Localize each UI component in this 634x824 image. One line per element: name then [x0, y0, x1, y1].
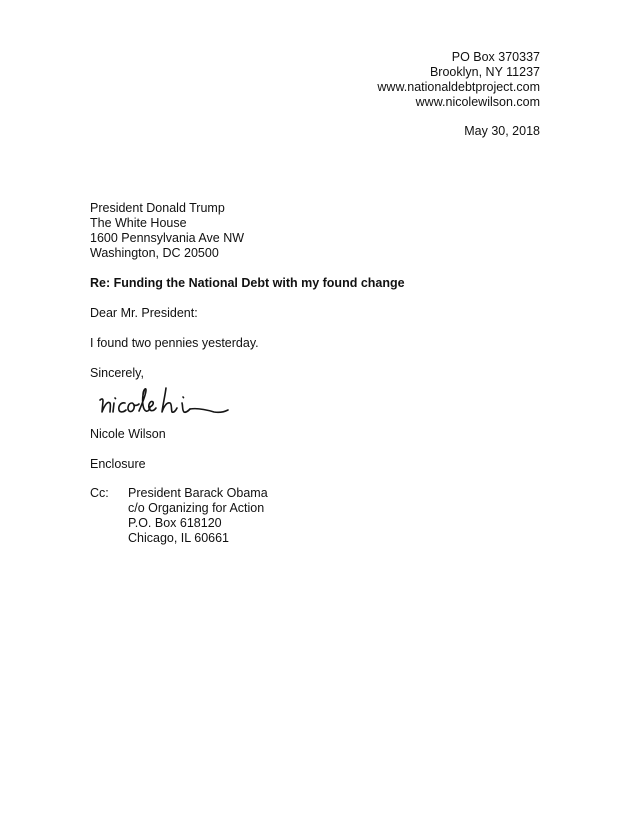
cc-line-4: Chicago, IL 60661 [128, 531, 230, 545]
signer-name: Nicole Wilson [90, 427, 166, 441]
closing: Sincerely, [90, 366, 144, 380]
sender-website-2: www.nicolewilson.com [415, 95, 540, 109]
sender-address-line2: Brooklyn, NY 11237 [429, 65, 540, 79]
handwritten-signature-icon [96, 382, 236, 422]
cc-label: Cc: [90, 486, 109, 500]
letter-body: I found two pennies yesterday. [90, 336, 259, 350]
recipient-city: Washington, DC 20500 [90, 246, 219, 260]
salutation: Dear Mr. President: [90, 306, 198, 320]
enclosure-notation: Enclosure [90, 457, 146, 471]
subject-line: Re: Funding the National Debt with my found change [90, 276, 405, 290]
sender-website-1: www.nationaldebtproject.com [377, 80, 540, 94]
recipient-org: The White House [90, 216, 187, 230]
cc-line-1: President Barack Obama [128, 486, 268, 500]
recipient-street: 1600 Pennsylvania Ave NW [90, 231, 245, 245]
sender-address-line1: PO Box 370337 [451, 50, 540, 64]
letter-date: May 30, 2018 [464, 124, 540, 138]
cc-line-3: P.O. Box 618120 [128, 516, 222, 530]
recipient-name: President Donald Trump [90, 201, 225, 215]
cc-line-2: c/o Organizing for Action [128, 501, 265, 515]
